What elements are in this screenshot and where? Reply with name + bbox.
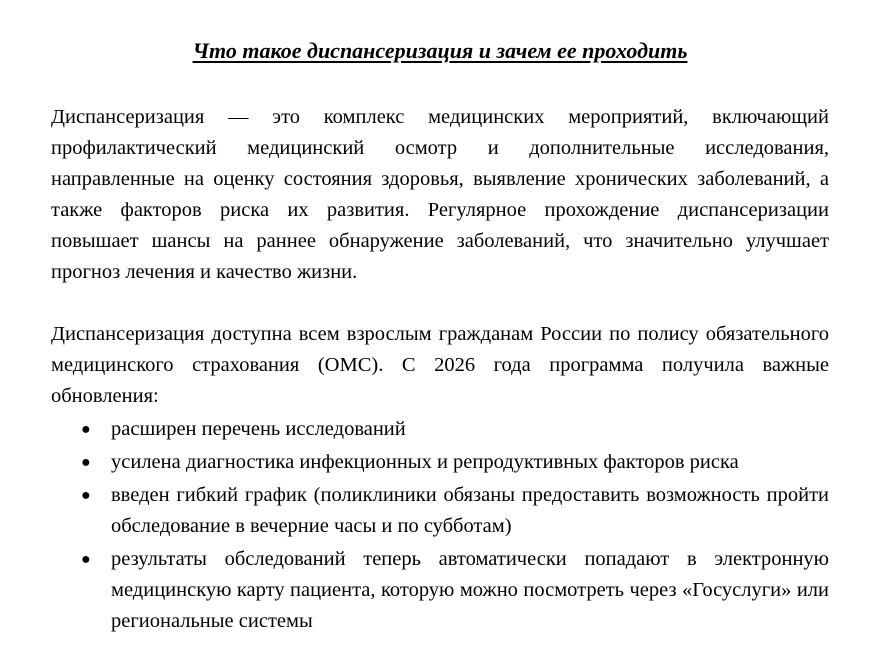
- bullet-icon: ●: [81, 487, 91, 504]
- list-item: [51, 544, 829, 637]
- bullet-icon: ●: [81, 551, 91, 568]
- list-item: [51, 447, 829, 478]
- list-item-text: расширен перечень исследований: [111, 418, 406, 440]
- list-item-text: усилена диагностика инфекционных и репродуктивных факторов риска: [111, 451, 739, 473]
- list-item-text: результаты обследований теперь автоматически попадают в электронную медицинскую карту пациента, которую можно посмотреть через «Госуслуги» или региональные системы: [111, 548, 829, 632]
- list-item: [51, 414, 829, 445]
- updates-list: [51, 414, 829, 637]
- paragraph-availability: Диспансеризация доступна всем взрослым гражданам России по полису обязательного медицинского страхования (ОМС). С 2026 года программа получила важные обновления:: [51, 323, 829, 407]
- document-title: Что такое диспансеризация и зачем ее проходить: [192, 38, 688, 63]
- bullet-icon: ●: [81, 454, 91, 471]
- list-item-text: введен гибкий график (поликлиники обязаны предоставить возможность пройти обследование в вечерние часы и по субботам): [111, 484, 829, 537]
- bullet-icon: ●: [81, 421, 91, 438]
- list-item: [51, 480, 829, 542]
- paragraph-definition: Диспансеризация — это комплекс медицинских мероприятий, включающий профилактический медицинский осмотр и дополнительные исследования, направленные на оценку состояния здоровья, выявление хронических заболеваний, а также факторов риска их развития. Регулярное прохождение диспансеризации повышает шансы на раннее обнаружение заболеваний, что значительно улучшает прогноз лечения и качество жизни.: [51, 106, 829, 283]
